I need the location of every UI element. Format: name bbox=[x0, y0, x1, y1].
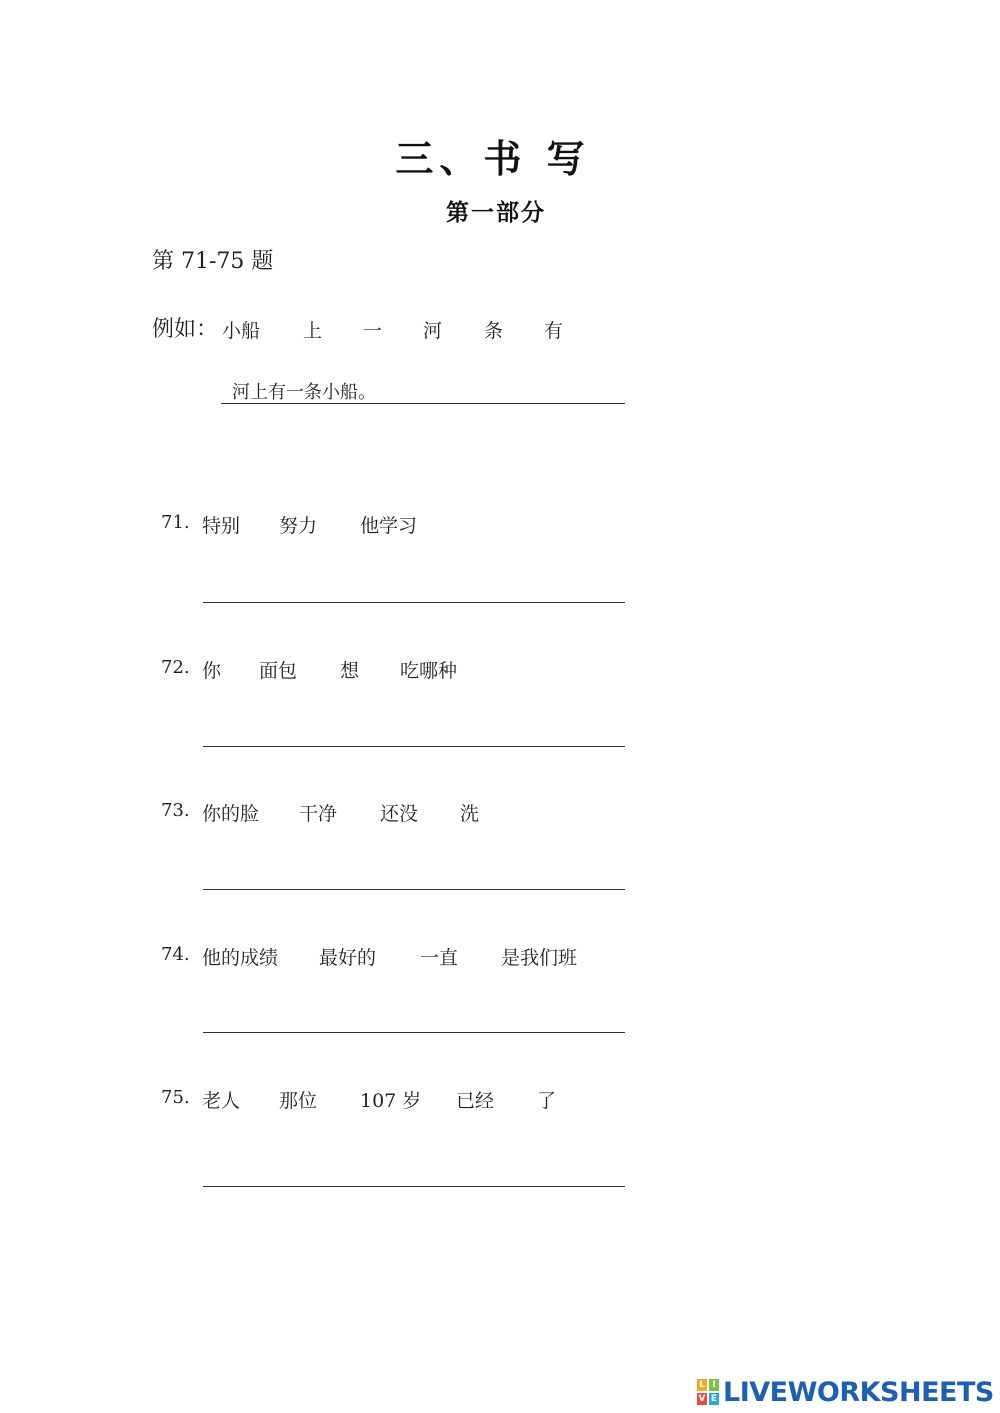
question-word: 吃哪种 bbox=[400, 660, 458, 682]
answer-input-73[interactable] bbox=[203, 889, 625, 890]
question-number: 73. bbox=[161, 800, 190, 821]
question-word: 了 bbox=[537, 1090, 557, 1112]
page-subtitle: 第一部分 bbox=[446, 200, 546, 226]
page-title: 三、书 写 bbox=[395, 137, 591, 181]
question-number: 75. bbox=[161, 1087, 190, 1108]
question-word: 107 岁 bbox=[360, 1090, 422, 1112]
question-number: 74. bbox=[161, 944, 190, 965]
liveworksheets-logo[interactable] bbox=[697, 1378, 994, 1406]
question-number: 72. bbox=[161, 657, 190, 678]
logo-blocks-icon bbox=[697, 1379, 719, 1405]
question-word: 干净 bbox=[299, 803, 338, 825]
example-word: 条 bbox=[484, 320, 504, 342]
example-word: 上 bbox=[303, 320, 323, 342]
logo-block-e: E bbox=[710, 1394, 718, 1404]
answer-input-75[interactable] bbox=[203, 1186, 625, 1187]
example-label: 例如： bbox=[152, 317, 219, 342]
question-word: 想 bbox=[340, 660, 360, 682]
question-word: 你 bbox=[202, 660, 222, 682]
example-word: 河 bbox=[423, 320, 443, 342]
question-word: 老人 bbox=[202, 1090, 241, 1112]
question-word: 是我们班 bbox=[501, 947, 578, 969]
question-word: 他学习 bbox=[360, 515, 418, 537]
answer-input-72[interactable] bbox=[203, 746, 625, 747]
question-word: 努力 bbox=[279, 515, 318, 537]
logo-text: LIVEWORKSHEETS bbox=[723, 1376, 994, 1408]
example-answer: 河上有一条小船。 bbox=[232, 382, 376, 403]
question-word: 一直 bbox=[420, 947, 459, 969]
example-word: 一 bbox=[363, 320, 383, 342]
logo-block-i: I bbox=[709, 1379, 719, 1391]
example-word: 小船 bbox=[222, 320, 261, 342]
answer-input-71[interactable] bbox=[203, 602, 625, 603]
example-word: 有 bbox=[544, 320, 564, 342]
example-answer-line bbox=[221, 403, 625, 404]
question-word: 那位 bbox=[279, 1090, 318, 1112]
logo-block-v: V bbox=[698, 1394, 706, 1404]
question-word: 你的脸 bbox=[202, 803, 260, 825]
answer-input-74[interactable] bbox=[203, 1032, 625, 1033]
question-word: 特别 bbox=[202, 515, 241, 537]
question-word: 洗 bbox=[460, 803, 480, 825]
question-word: 他的成绩 bbox=[202, 947, 279, 969]
question-number: 71. bbox=[161, 512, 190, 533]
question-word: 面包 bbox=[259, 660, 298, 682]
question-word: 最好的 bbox=[319, 947, 377, 969]
question-word: 已经 bbox=[456, 1090, 495, 1112]
question-word: 还没 bbox=[380, 803, 419, 825]
logo-block-l: L bbox=[697, 1379, 707, 1391]
section-label: 第 71-75 题 bbox=[152, 249, 274, 274]
